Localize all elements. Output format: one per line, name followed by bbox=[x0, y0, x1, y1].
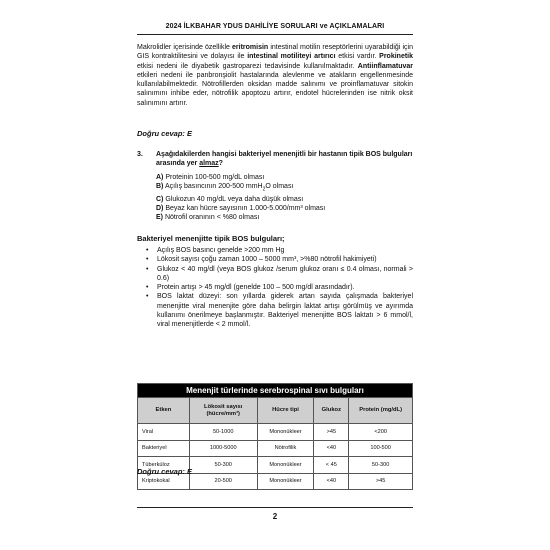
table-cell: 50-300 bbox=[349, 457, 413, 474]
bullet: • bbox=[146, 284, 149, 292]
table-cell: 50-300 bbox=[189, 457, 257, 474]
question-block bbox=[137, 150, 413, 222]
header-rule bbox=[137, 34, 413, 35]
table-cell: Nötrofilik bbox=[257, 440, 314, 457]
explanation-paragraph bbox=[137, 43, 413, 108]
table-header-row bbox=[138, 398, 413, 424]
table-cell: Mononükleer bbox=[257, 457, 314, 474]
question-number: 3. bbox=[137, 151, 143, 158]
intro-text: intestinal motilin reseptörlerini uyarabildiği için GIS kontraktilitesini ve dolayısı ile bbox=[137, 44, 413, 61]
column-header: Glukoz bbox=[314, 398, 349, 424]
findings-heading: Bakteriyel menenjitte tipik BOS bulguları; bbox=[137, 234, 285, 243]
option-d bbox=[137, 204, 413, 213]
option-text: Glukozun 40 mg/dL veya daha düşük olması bbox=[163, 195, 304, 203]
bullet: • bbox=[146, 293, 149, 301]
intro-text: Makrolidler içerisinde özellikle bbox=[137, 44, 233, 51]
table-cell: <200 bbox=[349, 424, 413, 441]
list-item-text: Protein artışı > 45 mg/dl (genelde 100 – 500 mg/dl arasındadır). bbox=[157, 284, 355, 292]
option-a bbox=[137, 173, 413, 182]
list-item-text: Lökosit sayısı çoğu zaman 1000 – 5000 mm³, >%80 nötrofil hakimiyeti) bbox=[157, 256, 377, 264]
table-cell: 50-1000 bbox=[189, 424, 257, 441]
list-item bbox=[137, 292, 413, 329]
intro-bold: intestinal motiliteyi artırıcı bbox=[247, 53, 336, 61]
option-text: Beyaz kan hücre sayısının 1.000-5.000/mm³ olması bbox=[163, 204, 326, 212]
option-text: Nötrofil oranının < %80 olması bbox=[163, 214, 260, 222]
table-cell: >45 bbox=[349, 473, 413, 490]
option-letter: C) bbox=[156, 195, 164, 203]
option-e bbox=[137, 213, 413, 222]
option-letter: D) bbox=[156, 204, 164, 212]
bullet: • bbox=[146, 265, 149, 273]
option-text-tail: O olması bbox=[265, 182, 294, 190]
question-emphasis: almaz bbox=[199, 160, 219, 168]
list-item bbox=[137, 283, 413, 292]
question-text bbox=[156, 150, 413, 169]
question-text-main: Aşağıdakilerden hangisi bakteriyel menenjitli bir hastanın tipik BOS bulguları arasında yer bbox=[156, 151, 413, 168]
table-cell: Mononükleer bbox=[257, 424, 314, 441]
intro-bold: Antiinflamatuvar bbox=[357, 62, 413, 70]
intro-bold: eritromisin bbox=[232, 44, 269, 51]
option-c bbox=[137, 195, 413, 204]
list-item bbox=[137, 246, 413, 255]
intro-bold: Prokinetik bbox=[379, 53, 414, 61]
intro-text: etkisi vardır. bbox=[335, 53, 380, 61]
list-item bbox=[137, 265, 413, 284]
table-cell: 100-500 bbox=[349, 440, 413, 457]
option-letter: E) bbox=[156, 214, 163, 222]
table-cell: <40 bbox=[314, 440, 349, 457]
option-text: Proteinin 100-500 mg/dL olması bbox=[163, 173, 265, 181]
intro-text: etkileri nedeni ile panbronşiolit hastalarında alevlenme ve atakların engellenmesinde kullanılabilmektedir. Nötrofillerden oksidan madde salınımı ve proinflamatuvar sitokin salınımını inhibe eder, nötrofilik apoptozu artırır, endotel hücrelerinden ise nitrik oksit salınımını artırır. bbox=[137, 71, 413, 107]
table-cell: 20-500 bbox=[189, 473, 257, 490]
table-title: Menenjit türlerinde serebrospinal sıvı bulguları bbox=[138, 384, 413, 398]
table-cell: >45 bbox=[314, 424, 349, 441]
question-stem bbox=[137, 150, 413, 169]
findings-list bbox=[137, 246, 413, 330]
correct-answer-label: Doğru cevap: E bbox=[137, 467, 193, 476]
column-header: Hücre tipi bbox=[257, 398, 314, 424]
list-item bbox=[137, 255, 413, 264]
intro-text: etkisi nedeni ile diyabetik gastroparezi tedavisinde kullanılmaktadır. bbox=[137, 62, 358, 70]
list-item-text: Glukoz < 40 mg/dl (veya BOS glukoz /serum glukoz oranı ≤ 0.4 olması, normali > 0.6) bbox=[157, 265, 413, 282]
table-row bbox=[138, 424, 413, 441]
correct-answer-label: Doğru cevap: E bbox=[137, 129, 193, 138]
column-header: Lökosit sayısı (hücre/mm³) bbox=[189, 398, 257, 424]
option-letter: B) bbox=[156, 182, 164, 190]
option-text: Açılış basıncının 200-500 mmH bbox=[163, 182, 263, 190]
list-item-text: Açılış BOS basıncı genelde >200 mm Hg bbox=[157, 247, 285, 254]
table-cell: Tüberküloz bbox=[138, 457, 190, 474]
table-cell: 1000-5000 bbox=[189, 440, 257, 457]
table-title-row bbox=[138, 384, 413, 398]
table-cell: Viral bbox=[138, 424, 190, 441]
question-end: ? bbox=[218, 160, 223, 168]
footer-rule bbox=[137, 507, 413, 508]
column-header: Protein (mg/dL) bbox=[349, 398, 413, 424]
list-item-text: BOS laktat düzeyi: son yıllarda giderek artan sayıda çalışmada bakteriyel menenjitte viral menenjite göre daha belirgin laktat artışı görülmüş ve ayırımda kullanımı önerilmeye başlanmıştır. Bakteriyel menenjitte BOS laktatı > 6 mmol/l, viral menenjitlerde < 2 mmol/l. bbox=[157, 293, 413, 329]
option-subscript: 2 bbox=[262, 186, 266, 193]
table-cell: < 45 bbox=[314, 457, 349, 474]
option-letter: A) bbox=[156, 173, 164, 181]
table-cell: <40 bbox=[314, 473, 349, 490]
table-cell: Kriptokokal bbox=[138, 473, 190, 490]
column-header: Etken bbox=[138, 398, 190, 424]
bullet: • bbox=[146, 247, 149, 254]
running-header: 2024 İLKBAHAR YDUS DAHİLİYE SORULARI ve AÇIKLAMALARI bbox=[165, 23, 385, 30]
page-number: 2 bbox=[272, 512, 278, 521]
table-cell: Mononükleer bbox=[257, 473, 314, 490]
option-b bbox=[137, 182, 413, 195]
bullet: • bbox=[146, 256, 149, 264]
table-cell: Bakteriyel bbox=[138, 440, 190, 457]
table-row bbox=[138, 440, 413, 457]
